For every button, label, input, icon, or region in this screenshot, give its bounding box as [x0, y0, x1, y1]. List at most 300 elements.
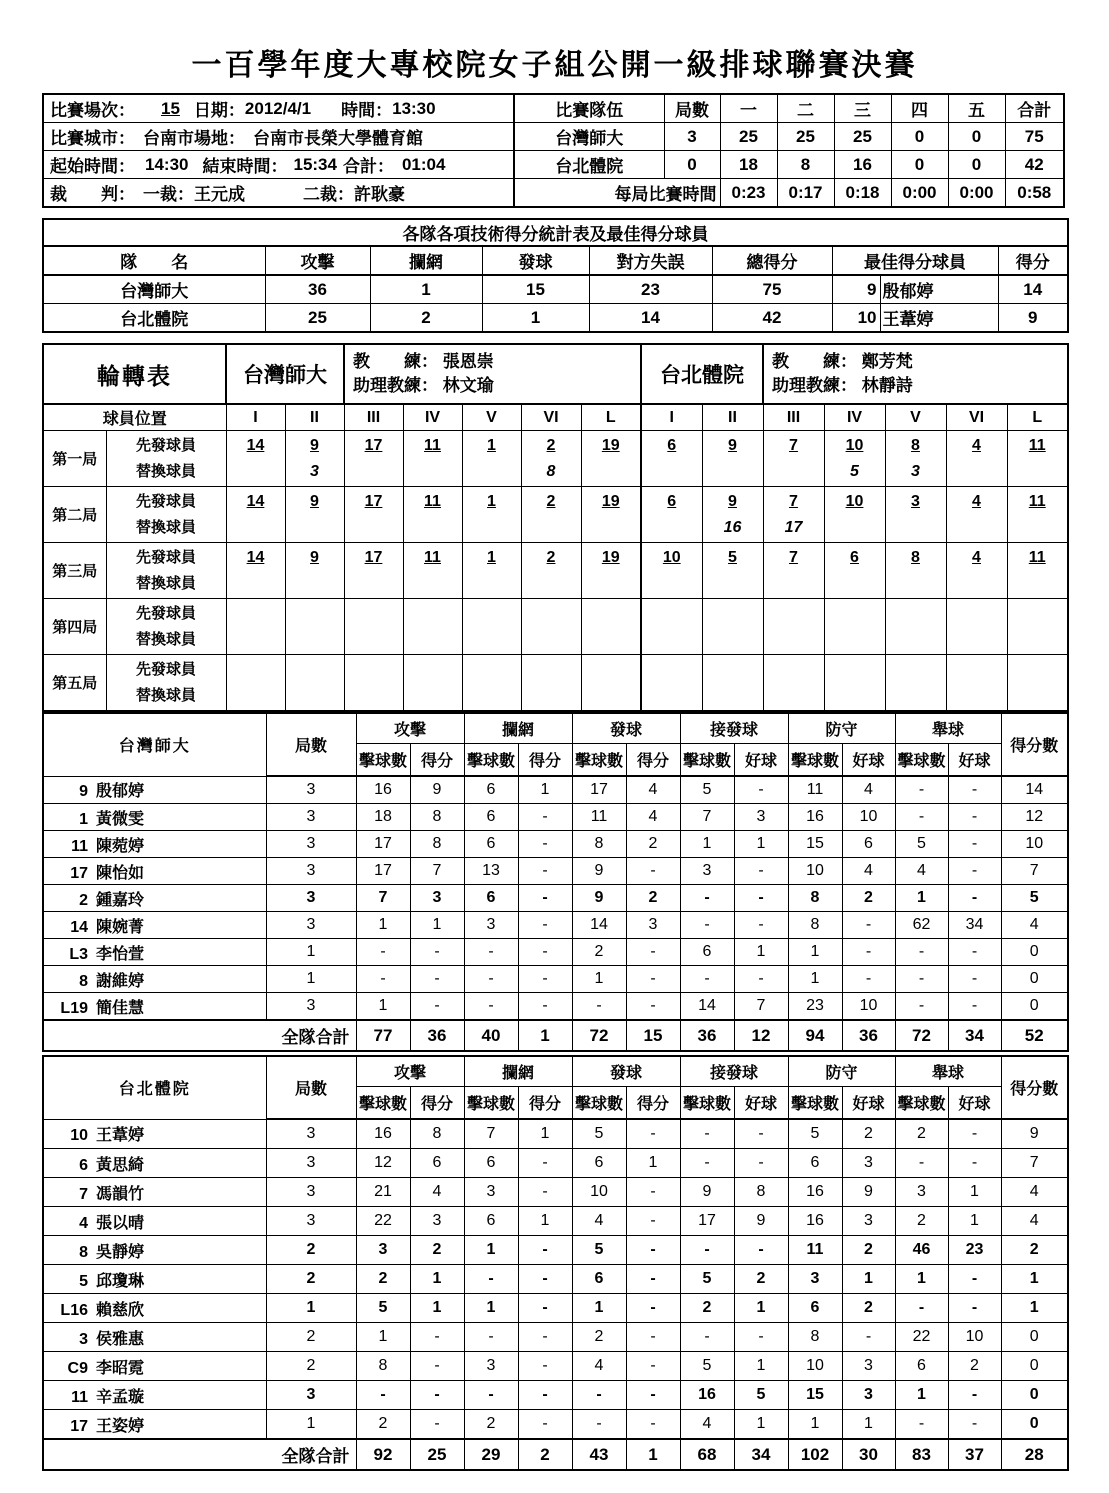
stat-value: 1: [895, 1265, 948, 1294]
player-row: [43, 1236, 1068, 1265]
stat-value: -: [626, 1119, 680, 1149]
stat-value: -: [626, 1236, 680, 1265]
stat-value: 8: [734, 1178, 788, 1207]
player-name: 陳婉菁: [96, 918, 145, 936]
player-sets: 2: [266, 1323, 356, 1352]
set-label: 第三局: [43, 543, 106, 599]
rotation-player-cell: 6: [641, 487, 702, 543]
stat-value: 2: [948, 1352, 1001, 1381]
stat-group-header: 攔網: [464, 713, 572, 744]
stat-subheader: 擊球數: [572, 744, 626, 777]
player-name: 侯雅惠: [96, 1330, 145, 1348]
stat-value: 10: [842, 804, 895, 831]
team-a-stats-table: [42, 712, 1069, 1052]
stat-value: 8: [572, 831, 626, 858]
stat-value: -: [410, 966, 464, 993]
stat-value: -: [518, 939, 572, 966]
rotation-player-cell: 9: [285, 543, 344, 599]
stat-value: 23: [788, 993, 842, 1021]
stat-value: 3: [788, 1265, 842, 1294]
player-points: 10: [1001, 831, 1068, 858]
rotation-player-cell: 4: [946, 543, 1007, 599]
rotation-player-cell: 19: [581, 487, 641, 543]
stat-value: 6: [464, 776, 518, 804]
player-name: 邱瓊琳: [96, 1272, 145, 1290]
set-label: 第四局: [43, 599, 106, 655]
rotation-player-cell: [885, 599, 946, 655]
stat-value: 2: [842, 1294, 895, 1323]
stat-value: 5: [680, 776, 734, 804]
stat-value: 3: [842, 1352, 895, 1381]
info-row-4: [43, 179, 1064, 208]
start-value: 14:30: [145, 154, 189, 174]
team-total-value: 102: [788, 1439, 842, 1470]
stat-value: 34: [948, 912, 1001, 939]
rotation-player-cell: 9: [702, 431, 763, 487]
info-row-2: [43, 123, 1064, 151]
stat-value: 62: [895, 912, 948, 939]
player-name-cell: [43, 1178, 266, 1207]
team-total-value: 29: [464, 1439, 518, 1470]
stat-value: 6: [464, 1207, 518, 1236]
player-name: 張以晴: [96, 1214, 145, 1232]
stat-value: -: [948, 858, 1001, 885]
rotation-player-cell: [462, 655, 521, 712]
player-name-cell: [43, 1236, 266, 1265]
team-total-row: [43, 1020, 1068, 1051]
stat-subheader: 擊球數: [680, 1087, 734, 1120]
stat-value: 3: [842, 1381, 895, 1410]
end-label: 結束時間：: [202, 157, 288, 176]
team-total-value: 36: [680, 1020, 734, 1051]
player-name: 王葦婷: [96, 1127, 145, 1145]
tech-header-cell: 得分: [998, 246, 1068, 275]
stat-value: 7: [734, 993, 788, 1021]
stat-value: -: [518, 804, 572, 831]
stat-value: -: [518, 993, 572, 1021]
set-time-cell: 0:00: [891, 179, 948, 208]
player-number: 3: [79, 1330, 88, 1348]
match-info-score-table: [42, 93, 1065, 208]
stat-value: -: [842, 966, 895, 993]
player-sets: 3: [266, 912, 356, 939]
stat-subheader: 擊球數: [464, 1087, 518, 1120]
stat-value: -: [356, 966, 410, 993]
player-name-cell: [43, 1410, 266, 1440]
team-total-value: 34: [948, 1020, 1001, 1051]
stats-team-name: 台北體院: [43, 1056, 266, 1119]
stat-value: 2: [572, 1323, 626, 1352]
set-score-cell: 25: [777, 123, 834, 151]
player-number: 14: [70, 918, 88, 936]
team-total-value: 34: [734, 1439, 788, 1470]
rotation-player-cell: 2 8: [521, 431, 581, 487]
rotation-player-cell: [946, 655, 1007, 712]
player-number: 8: [79, 1243, 88, 1261]
stat-value: -: [734, 966, 788, 993]
team-total-value: 72: [572, 1020, 626, 1051]
stat-value: -: [948, 831, 1001, 858]
player-points: 7: [1001, 858, 1068, 885]
player-name: 李怡萱: [96, 945, 145, 963]
rotation-player-cell: [581, 599, 641, 655]
set-score-cell: 18: [720, 151, 777, 179]
rotation-player-cell: [285, 599, 344, 655]
player-sets: 3: [266, 1381, 356, 1410]
stat-value: 12: [356, 1149, 410, 1178]
stat-subheader: 好球: [948, 1087, 1001, 1120]
stat-value: 4: [842, 776, 895, 804]
player-points: 0: [1001, 1410, 1068, 1440]
player-number: 4: [79, 1214, 88, 1232]
rotation-player-cell: 11: [1007, 543, 1068, 599]
rotation-player-cell: [1007, 655, 1068, 712]
stat-value: 14: [680, 993, 734, 1021]
tech-header-cell: 攔網: [370, 246, 482, 275]
team-total-points: 52: [1001, 1020, 1068, 1051]
referee2-name: 許耿豪: [354, 185, 405, 204]
stat-value: -: [464, 1381, 518, 1410]
player-name-cell: [43, 831, 266, 858]
player-points: 12: [1001, 804, 1068, 831]
position-header-a: IV: [403, 404, 462, 431]
stat-value: 5: [572, 1119, 626, 1149]
stat-value: -: [948, 1149, 1001, 1178]
stat-value: -: [464, 966, 518, 993]
rotation-player-cell: 4: [946, 431, 1007, 487]
stat-value: -: [626, 1381, 680, 1410]
stat-value: 1: [680, 831, 734, 858]
rotation-player-cell: 11: [1007, 487, 1068, 543]
stat-value: -: [734, 1119, 788, 1149]
stat-value: 1: [572, 1294, 626, 1323]
player-name: 王姿婷: [96, 1417, 145, 1435]
stat-value: 4: [895, 858, 948, 885]
player-number: 6: [79, 1156, 88, 1174]
stat-subheader: 擊球數: [680, 744, 734, 777]
stat-value: 6: [464, 804, 518, 831]
stat-subheader: 得分: [410, 1087, 464, 1120]
stat-value: 1: [948, 1207, 1001, 1236]
player-points: 4: [1001, 912, 1068, 939]
elapsed-value: 01:04: [401, 154, 446, 174]
stat-value: -: [948, 885, 1001, 912]
stat-group-header: 舉球: [895, 1056, 1001, 1087]
player-number: 17: [70, 1417, 88, 1435]
player-points: 7: [1001, 1149, 1068, 1178]
tech-opponent-errors: 23: [589, 275, 712, 304]
match-session-date-time: [43, 94, 514, 123]
position-header-a: II: [285, 404, 344, 431]
stat-value: 1: [464, 1294, 518, 1323]
set-score-cell: 8: [777, 151, 834, 179]
rotation-set-row: [43, 599, 1068, 655]
stat-subheader: 好球: [948, 744, 1001, 777]
player-number: C9: [67, 1359, 88, 1377]
score-header-cell: 五: [948, 94, 1005, 123]
player-name-cell: [43, 939, 266, 966]
tech-serve: 15: [482, 275, 589, 304]
stat-value: 8: [788, 912, 842, 939]
tech-total-points: 42: [712, 304, 832, 333]
set-time-label: 每局比賽時間: [514, 179, 720, 208]
rotation-player-cell: 11: [403, 487, 462, 543]
rotation-player-cell: 14: [226, 543, 285, 599]
player-sets: 1: [266, 1410, 356, 1440]
stat-value: 6: [410, 1149, 464, 1178]
player-name: 李昭霓: [96, 1359, 145, 1377]
player-sets: 3: [266, 1207, 356, 1236]
stat-subheader: 好球: [842, 744, 895, 777]
player-name: 謝維婷: [96, 972, 145, 990]
rotation-set-row: [43, 431, 1068, 487]
player-name-cell: [43, 1119, 266, 1149]
stat-value: -: [626, 1265, 680, 1294]
stat-value: 9: [410, 776, 464, 804]
stat-value: 1: [410, 1294, 464, 1323]
position-header-b: VI: [946, 404, 1007, 431]
rotation-position-row: [43, 404, 1068, 431]
rotation-player-cell: 19: [581, 543, 641, 599]
stat-group-header: 攻擊: [356, 713, 464, 744]
rotation-player-cell: 17: [344, 487, 403, 543]
stat-value: -: [842, 1323, 895, 1352]
stat-value: -: [518, 1323, 572, 1352]
player-number: L3: [69, 945, 88, 963]
stat-value: -: [464, 939, 518, 966]
stat-value: 2: [842, 1236, 895, 1265]
rotation-player-cell: [946, 599, 1007, 655]
team-a-assistant-label: 助理教練：: [353, 376, 438, 395]
team-total-value: 36: [410, 1020, 464, 1051]
rotation-player-cell: 4: [946, 487, 1007, 543]
stat-value: -: [680, 1119, 734, 1149]
stat-value: 3: [842, 1149, 895, 1178]
stat-value: 17: [356, 858, 410, 885]
stat-value: 6: [788, 1294, 842, 1323]
player-points: 0: [1001, 1352, 1068, 1381]
player-row: [43, 993, 1068, 1021]
stat-subheader: 擊球數: [788, 744, 842, 777]
stat-value: -: [734, 1323, 788, 1352]
rotation-player-cell: 11: [1007, 431, 1068, 487]
stat-subheader: 得分: [518, 744, 572, 777]
stat-value: -: [680, 1323, 734, 1352]
team-total-label: 全隊合計: [43, 1020, 356, 1051]
stat-value: -: [410, 1410, 464, 1440]
stat-subheader: 擊球數: [356, 744, 410, 777]
rotation-player-cell: [285, 655, 344, 712]
set-score-cell: 0: [891, 123, 948, 151]
stat-value: 2: [734, 1265, 788, 1294]
stats-team-name: 台灣師大: [43, 713, 266, 776]
stat-subheader: 擊球數: [356, 1087, 410, 1120]
player-points: 4: [1001, 1178, 1068, 1207]
rotation-player-cell: 19: [581, 431, 641, 487]
set-label: 第二局: [43, 487, 106, 543]
stat-value: -: [734, 912, 788, 939]
player-row: [43, 1323, 1068, 1352]
set-time-cell: 0:18: [834, 179, 891, 208]
player-sets: 3: [266, 831, 356, 858]
tech-block: 1: [370, 275, 482, 304]
stat-value: -: [734, 858, 788, 885]
rotation-player-cell: [885, 655, 946, 712]
rotation-player-cell: [641, 599, 702, 655]
rotation-table: [42, 343, 1069, 712]
position-header-a: I: [226, 404, 285, 431]
stat-value: -: [895, 993, 948, 1021]
stat-value: -: [626, 1352, 680, 1381]
team-total-value: 83: [895, 1439, 948, 1470]
role-labels: 先發球員 替換球員: [106, 543, 226, 599]
stat-value: 14: [572, 912, 626, 939]
stat-value: 46: [895, 1236, 948, 1265]
player-points: 0: [1001, 1323, 1068, 1352]
stat-value: -: [948, 939, 1001, 966]
stat-value: 22: [895, 1323, 948, 1352]
stat-value: -: [626, 1323, 680, 1352]
set-score-cell: 16: [834, 151, 891, 179]
rotation-player-cell: [403, 599, 462, 655]
stat-value: 8: [410, 804, 464, 831]
team-b-assistant-label: 助理教練：: [772, 376, 857, 395]
stat-value: -: [572, 1381, 626, 1410]
player-row: [43, 885, 1068, 912]
rotation-player-cell: 9 16: [702, 487, 763, 543]
stat-value: 8: [788, 885, 842, 912]
player-sets: 1: [266, 939, 356, 966]
stat-value: -: [948, 966, 1001, 993]
stat-value: 1: [842, 1410, 895, 1440]
player-sets: 2: [266, 1236, 356, 1265]
player-name-cell: [43, 776, 266, 804]
team-total-value: 43: [572, 1439, 626, 1470]
stat-value: -: [518, 1410, 572, 1440]
stat-subheader: 好球: [842, 1087, 895, 1120]
stat-value: 2: [842, 1119, 895, 1149]
stat-value: -: [842, 912, 895, 939]
team-total-value: 68: [680, 1439, 734, 1470]
stat-subheader: 得分: [626, 1087, 680, 1120]
stat-value: -: [948, 804, 1001, 831]
stat-value: -: [626, 1410, 680, 1440]
stat-subheader: 擊球數: [788, 1087, 842, 1120]
tech-header-cell: 對方失誤: [589, 246, 712, 275]
player-row: [43, 1149, 1068, 1178]
rotation-team-b-coaches: [763, 344, 1068, 404]
rotation-player-cell: 2: [521, 487, 581, 543]
stat-value: 9: [680, 1178, 734, 1207]
role-labels: 先發球員 替換球員: [106, 599, 226, 655]
rotation-player-cell: [641, 655, 702, 712]
stat-value: -: [410, 939, 464, 966]
player-sets: 3: [266, 1149, 356, 1178]
stat-value: -: [626, 858, 680, 885]
player-points: 9: [1001, 1119, 1068, 1149]
set-time-cell: 0:00: [948, 179, 1005, 208]
tech-header-cell: 攻擊: [265, 246, 370, 275]
stat-value: -: [680, 966, 734, 993]
role-labels: 先發球員 替換球員: [106, 431, 226, 487]
team-total-value: 92: [356, 1439, 410, 1470]
stat-value: 3: [464, 912, 518, 939]
stat-value: 2: [842, 885, 895, 912]
stat-value: 6: [680, 939, 734, 966]
stat-value: 2: [464, 1410, 518, 1440]
referee1-label: 一裁：: [143, 185, 194, 204]
stat-value: 6: [464, 831, 518, 858]
team-a-coach-name: 張恩崇: [442, 352, 494, 371]
player-row: [43, 966, 1068, 993]
player-row: [43, 1207, 1068, 1236]
stat-value: 7: [464, 1119, 518, 1149]
stat-group-header: 發球: [572, 713, 680, 744]
player-points: 0: [1001, 993, 1068, 1021]
player-sets: 3: [266, 993, 356, 1021]
stat-value: -: [948, 1381, 1001, 1410]
position-header-b: V: [885, 404, 946, 431]
player-name-cell: [43, 1265, 266, 1294]
player-points: 14: [1001, 776, 1068, 804]
rotation-player-cell: 7 17: [763, 487, 824, 543]
player-number: 7: [79, 1185, 88, 1203]
stat-value: -: [518, 1149, 572, 1178]
stat-value: -: [518, 858, 572, 885]
player-number: 11: [71, 1388, 88, 1406]
team-b-assistant-name: 林靜詩: [861, 376, 913, 395]
tech-total-points: 75: [712, 275, 832, 304]
stat-value: 17: [356, 831, 410, 858]
stat-value: 10: [788, 858, 842, 885]
sets-header: 局數: [266, 713, 356, 776]
stats-header-row-1: [43, 713, 1068, 744]
stat-value: 1: [734, 1294, 788, 1323]
date-label: 日期：: [193, 101, 245, 120]
referees: [43, 179, 514, 208]
stat-value: 3: [356, 1236, 410, 1265]
stat-value: 9: [734, 1207, 788, 1236]
player-points: 0: [1001, 939, 1068, 966]
tech-header-cell: 總得分: [712, 246, 832, 275]
stat-value: -: [572, 1410, 626, 1440]
stat-value: 8: [788, 1323, 842, 1352]
score-team-name: 台北體院: [514, 151, 664, 179]
city-label: 比賽城市：: [50, 129, 135, 148]
team-a-coach-label: 教 練：: [353, 352, 438, 371]
stat-value: 1: [410, 1265, 464, 1294]
position-header-a: L: [581, 404, 641, 431]
position-header-b: IV: [824, 404, 885, 431]
position-header-a: VI: [521, 404, 581, 431]
team-total-value: 36: [842, 1020, 895, 1051]
stat-value: 6: [895, 1352, 948, 1381]
player-name-cell: [43, 1149, 266, 1178]
set-label: 第一局: [43, 431, 106, 487]
stat-value: 2: [626, 885, 680, 912]
match-city-venue: [43, 123, 514, 151]
player-number: L16: [60, 1301, 88, 1319]
stat-value: -: [734, 885, 788, 912]
rotation-player-cell: [581, 655, 641, 712]
team-b-coach-name: 鄭芳梵: [861, 352, 913, 371]
best-scorer-points: 14: [998, 275, 1068, 304]
rotation-player-cell: 9 3: [285, 431, 344, 487]
player-number: 11: [71, 837, 88, 855]
player-row: [43, 1381, 1068, 1410]
player-name: 吳靜婷: [96, 1243, 145, 1261]
stat-value: 2: [572, 939, 626, 966]
